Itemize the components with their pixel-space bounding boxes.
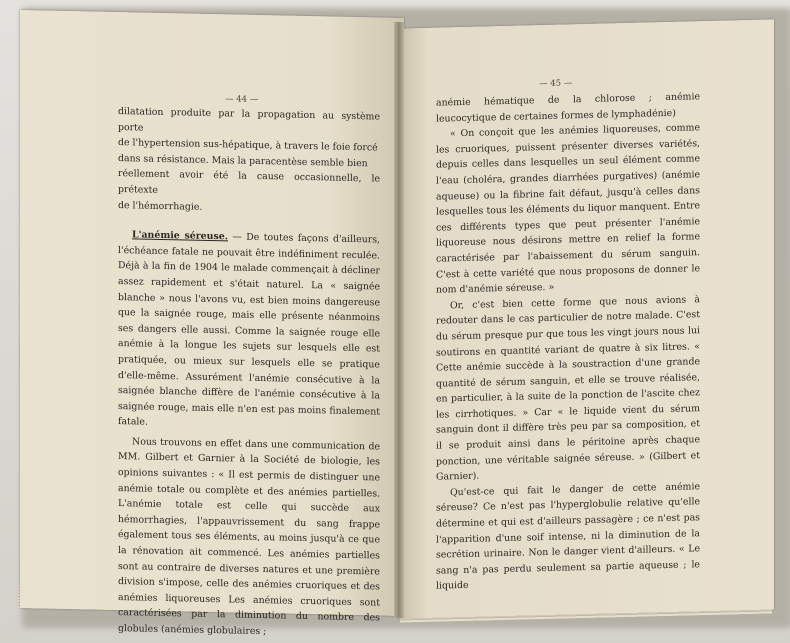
left-page xyxy=(20,10,404,638)
text-line: dilatation produite par la propagation au système porte xyxy=(118,106,380,134)
right-page-text xyxy=(436,89,700,594)
paragraph: anémie hématique de la chlorose ; anémie leucocytique de certaines formes de lymphadénie) xyxy=(436,91,700,125)
paragraph-text: — De toutes façons d'ailleurs, l'échéance fatale ne pouvait être indéfiniment reculée. Déjà à la fin de 1904 le malade commençait à décliner assez rapidement et s'était naturel. La « saignée blanche » nous l'avons vu, est bien moins dangereuse que la saignée rouge, mais elle présente néanmoins ses dangers elle aussi. Comme la saignée rouge elle anémie à la longue les sujets sur lesquels elle est pratiquée, ou mieux sur lesquels elle se pratique d'elle-même. Assurément l'anémie consécutive à la saignée blanche diffère de l'anémie consécutive à la saignée rouge, mais elle n'en est pas moins finalement fatale. xyxy=(118,231,381,428)
right-page xyxy=(398,19,774,618)
text-line: de l'hémorrhagie. xyxy=(118,199,203,213)
paragraph: Or, c'est bien cette forme que nous avions à redouter dans le cas particulier de notre malade. C'est du sérum presque pur que tous les vingt jours nous lui soutirons en quantité variant de quatre à six litres. « Cette anémie succède à la soustraction d'une grande quantité de sérum sanguin, et elle se trouve réalisée, en particulier, à la suite de la ponction de l'ascite chez les cirrhotiques. » Car « le liquide vient du sérum sanguin dont il diffère très peu par sa composition, et il se produit ainsi dans le péritoine après chaque ponction, une véritable saignée séreuse. » (Gilbert et Garnier). xyxy=(436,293,700,483)
paragraph xyxy=(118,227,380,435)
book-spine xyxy=(394,22,404,618)
text-line: dans sa résistance. Mais la paracentèse semble bien xyxy=(118,152,368,170)
section-title: L'anémie séreuse. xyxy=(132,229,228,243)
text-line: réellement avoir été la cause occasionnelle, le prétexte xyxy=(118,168,380,196)
paragraph: Nous trouvons en effet dans une communication de MM. Gilbert et Garnier à la Société de biologie, les opinions suivantes : « Il est permis de distinguer une anémie totale ou complète et des anémies partielles. L'anémie totale est celle qui succède aux hémorrhagies, l'appauvrissement du sang frappe également tous ses éléments, au moins jusqu'à ce que la rénovation ait commencé. Les anémies partielles sont au contraire de diverses natures et une première division s'impose, celle des anémies cruoriques et des anémies liquoreuses Les anémies cruoriques sont caractérisées par la diminution du nombre des globules (anémies globulaires ; xyxy=(118,436,380,638)
right-page-number: — 45 — xyxy=(539,78,573,90)
text-line: de l'hypertension sus-hépatique, à travers le foie forcé xyxy=(118,137,378,154)
left-page-text xyxy=(118,104,380,642)
paragraph: « On conçoit que les anémies liquoreuses, comme les cruoriques, puissent présenter diverses variétés, depuis celles dans lesquelles un seul élément comme l'eau (choléra, grandes diarrhées purgatives) (anémie aqueuse) ou la fibrine fait défaut, jusqu'à celles dans lesquelles tous les éléments du liquor manquent. Entre ces différents types que peut présenter l'anémie liquoreuse nous désirons mettre en relief la forme caractérisée par l'abaissement du sérum sanguin. C'est à cette variété que nous proposons de donner le nom d'anémie séreuse. » xyxy=(436,122,700,296)
left-page-number: — 44 — xyxy=(225,94,259,105)
paragraph: Qu'est-ce qui fait le danger de cette anémie séreuse? Ce n'est pas l'hyperglobulie relative qu'elle détermine et qui est d'ailleurs passagère ; ce n'est pas l'apparition d'une soif intense, ni la diminution de la secrétion urinaire. Non le danger vient d'ailleurs. « Le sang n'a pas perdu seulement sa partie aqueuse ; le liquide xyxy=(436,481,700,593)
